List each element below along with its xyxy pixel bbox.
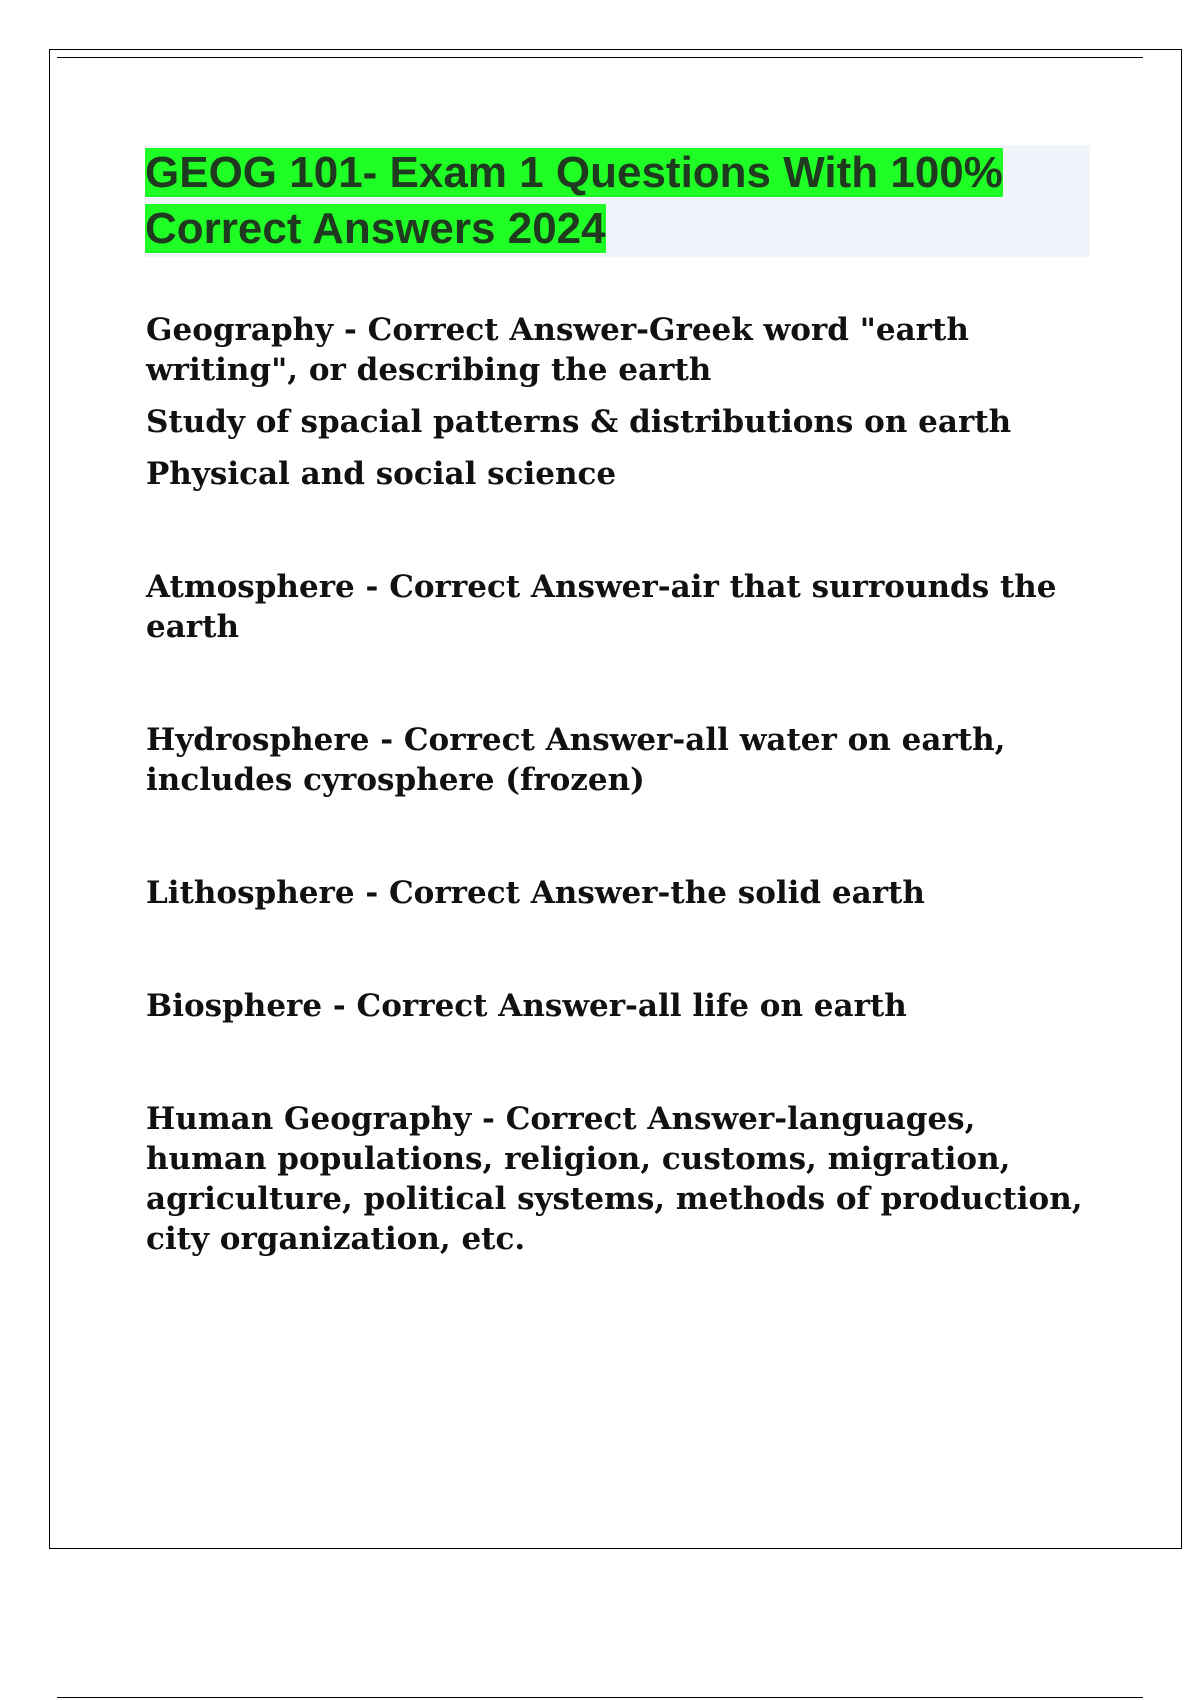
entry-biosphere: Biosphere - Correct Answer-all life on earth xyxy=(146,988,907,1024)
entry-human-geography: Human Geography - Correct Answer-languages, human populations, religion, customs, migration, agriculture, political systems, methods of production, city organization, etc. xyxy=(146,1101,1083,1257)
entry-hydrosphere: Hydrosphere - Correct Answer-all water on earth, includes cyrosphere (frozen) xyxy=(146,722,1006,798)
entry-geography-note-2: Physical and social science xyxy=(146,456,617,492)
entry-lithosphere: Lithosphere - Correct Answer-the solid earth xyxy=(146,875,925,911)
top-rule xyxy=(57,57,1143,58)
entry-geography: Geography - Correct Answer-Greek word "earth writing", or describing the earth xyxy=(146,312,969,388)
document-body xyxy=(146,310,1086,1259)
entry-atmosphere: Atmosphere - Correct Answer-air that surrounds the earth xyxy=(146,569,1057,645)
document-title xyxy=(145,145,1090,257)
document-title-text: GEOG 101- Exam 1 Questions With 100% Correct Answers 2024 xyxy=(145,148,1003,253)
entry-geography-note-1: Study of spacial patterns & distributions on earth xyxy=(146,404,1012,440)
bottom-rule xyxy=(57,1697,1143,1698)
